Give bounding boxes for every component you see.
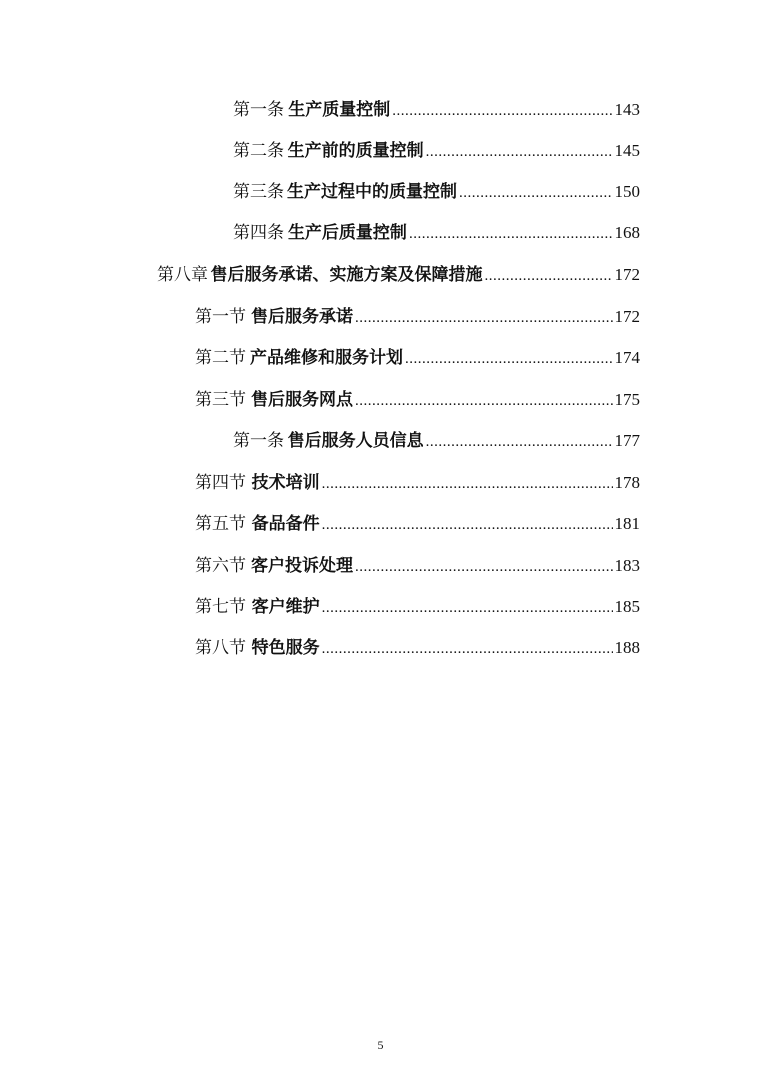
toc-entry-page: 185: [614, 597, 640, 616]
toc-entry-number: 第五节: [195, 514, 246, 534]
toc-leader-dots: [355, 555, 613, 579]
toc-entry[interactable]: [195, 346, 640, 370]
toc-entry-page: 175: [614, 390, 640, 409]
toc-entry-page: 181: [614, 514, 640, 533]
toc-leader-dots: [355, 306, 613, 330]
toc-entry[interactable]: [195, 471, 640, 495]
toc-entry[interactable]: [195, 512, 640, 536]
toc-entry-number: 第三条: [233, 182, 284, 202]
toc-leader-dots: [426, 140, 613, 164]
toc-leader-dots: [392, 99, 612, 123]
toc-entry-page: 177: [614, 431, 640, 450]
toc-entry-page: 168: [614, 223, 640, 242]
toc-entry-title: 备品备件: [251, 514, 320, 534]
toc-entry[interactable]: [233, 139, 640, 163]
toc-entry-page: 150: [614, 182, 640, 201]
toc-entry-number: 第一节: [195, 307, 246, 327]
toc-leader-dots: [459, 181, 613, 205]
toc-entry[interactable]: [195, 388, 640, 412]
page-number: 5: [377, 1038, 384, 1052]
toc-entry-title: 售后服务承诺: [250, 307, 353, 327]
toc-entry[interactable]: [157, 263, 640, 287]
toc-entry-page: 183: [614, 556, 640, 575]
toc-leader-dots: [322, 637, 613, 661]
toc-entry[interactable]: [195, 636, 640, 660]
toc-leader-dots: [409, 222, 613, 246]
toc-entry-number: 第七节: [195, 597, 246, 617]
toc-entry-page: 188: [614, 638, 640, 657]
toc-entry-number: 第一条: [233, 100, 284, 120]
toc-entry-number: 第八节: [195, 638, 246, 658]
toc-entry[interactable]: [233, 221, 640, 245]
toc-entry[interactable]: [195, 305, 640, 329]
toc-entry-title: 生产前的质量控制: [287, 141, 424, 161]
toc-entry-page: 172: [614, 265, 640, 284]
toc-entry-title: 生产质量控制: [288, 100, 391, 120]
toc-entry-title: 生产后质量控制: [287, 223, 407, 243]
toc-entry-title: 客户投诉处理: [250, 556, 353, 576]
toc-leader-dots: [322, 472, 613, 496]
toc-entry-number: 第四节: [195, 473, 246, 493]
toc-leader-dots: [355, 389, 613, 413]
toc-entry-number: 第四条: [233, 223, 284, 243]
toc-entry-title: 产品维修和服务计划: [250, 348, 404, 368]
toc-entry-page: 174: [614, 348, 640, 367]
toc-entry-title: 技术培训: [251, 473, 320, 493]
toc-leader-dots: [484, 264, 612, 288]
toc-leader-dots: [322, 596, 613, 620]
toc-entry-page: 143: [614, 100, 640, 119]
toc-entry-number: 第六节: [195, 556, 246, 576]
toc-leader-dots: [405, 347, 612, 371]
toc-entry-title: 售后服务网点: [250, 390, 353, 410]
toc-entry-title: 客户维护: [251, 597, 320, 617]
toc-entry[interactable]: [233, 98, 640, 122]
toc-leader-dots: [322, 513, 613, 537]
toc-entry-title: 特色服务: [251, 638, 320, 658]
toc-entry[interactable]: [195, 595, 640, 619]
toc-entry-number: 第二节: [195, 348, 246, 368]
toc-entry-number: 第一条: [233, 431, 284, 451]
toc-entry[interactable]: [233, 429, 640, 453]
toc-entry-page: 145: [614, 141, 640, 160]
toc-entry[interactable]: [195, 554, 640, 578]
toc-entry-number: 第八章: [157, 265, 208, 285]
toc-entry-number: 第二条: [233, 141, 284, 161]
toc-entry-page: 178: [614, 473, 640, 492]
toc-entry-title: 生产过程中的质量控制: [286, 182, 457, 202]
toc-entry-number: 第三节: [195, 390, 246, 410]
toc-entry-title: 售后服务承诺、实施方案及保障措施: [210, 265, 483, 285]
toc-entry-page: 172: [614, 307, 640, 326]
toc-entry[interactable]: [233, 180, 640, 204]
toc-leader-dots: [426, 430, 613, 454]
toc-entry-title: 售后服务人员信息: [287, 431, 424, 451]
